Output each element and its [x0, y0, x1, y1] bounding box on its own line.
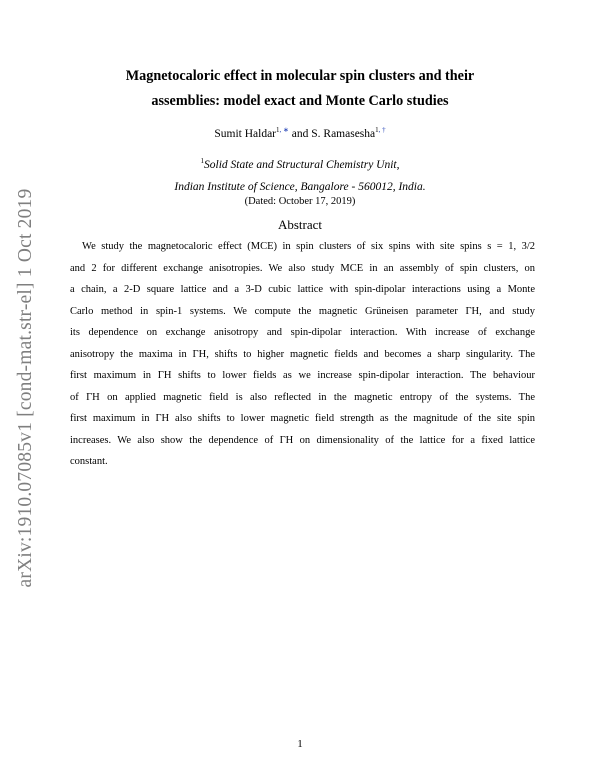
paper-title: [60, 64, 540, 114]
abstract-line: Carlo method in spin-1 systems. We compute the magnetic Grüneisen parameter ΓH, and study: [70, 305, 535, 317]
title-line-1: Magnetocaloric effect in molecular spin clusters and their: [125, 68, 475, 84]
abstract-heading: Abstract: [277, 217, 323, 232]
author-affiliation-number: 1: [276, 126, 280, 134]
author-footnote-mark: , †: [378, 126, 386, 134]
abstract-line: and 2 for different exchange anisotropies. We also study MCE in an assembly of spin clusters, on: [70, 262, 535, 274]
date-line: (Dated: October 17, 2019): [244, 196, 356, 207]
author-affiliation-mark[interactable]: [276, 126, 289, 134]
author-name: Sumit Haldar: [214, 128, 277, 140]
author-footnote-mark: , ∗: [279, 126, 289, 134]
abstract-line: We study the magnetocaloric effect (MCE) in spin clusters of six spins with site spins s = 1, 3/2: [82, 241, 535, 252]
abstract-body: [70, 236, 535, 473]
author-affiliation-mark[interactable]: [375, 126, 386, 134]
abstract-line: a chain, a 2-D square lattice and a 3-D cubic lattice with spin-dipolar interactions using a Monte: [70, 284, 535, 295]
affiliation-number: 1: [200, 157, 204, 165]
abstract-line: its dependence on exchange anisotropy and spin-dipolar interaction. With increase of exchange: [70, 327, 535, 338]
affiliation: [60, 150, 540, 198]
abstract-line: first maximum in ΓH also shifts to lower magnetic field strength as the magnitude of the site spin: [70, 413, 535, 424]
author-affiliation-number: 1: [375, 126, 379, 134]
affiliation-line-1: [60, 150, 540, 176]
author-name: S. Ramasesha: [311, 128, 376, 140]
page-number: 1: [297, 738, 303, 750]
author-list: [60, 126, 540, 140]
title-line-2: assemblies: model exact and Monte Carlo studies: [151, 93, 449, 109]
arxiv-identifier: arXiv:1910.07085v1 [cond-mat.str-el] 1 Oct 2019: [15, 188, 36, 588]
abstract-line: anisotropy the maxima in ΓH, shifts to higher magnetic fields and becomes a sharp singularity. The: [70, 348, 535, 360]
abstract-line: increases. We also show the dependence of ΓH on dimensionality of the lattice for a fixed lattice: [70, 434, 535, 446]
affiliation-unit: Solid State and Structural Chemistry Unit,: [204, 159, 400, 171]
abstract-line: constant.: [70, 456, 108, 467]
author-connector: and: [291, 128, 309, 140]
affiliation-line-2: Indian Institute of Science, Bangalore - 560012, India.: [174, 181, 426, 193]
abstract-line: of ΓH on applied magnetic field is also reflected in the magnetic entropy of the systems. The: [70, 391, 535, 403]
abstract-line: first maximum in ΓH shifts to lower fields as we increase spin-dipolar interaction. The behaviour: [70, 370, 535, 381]
